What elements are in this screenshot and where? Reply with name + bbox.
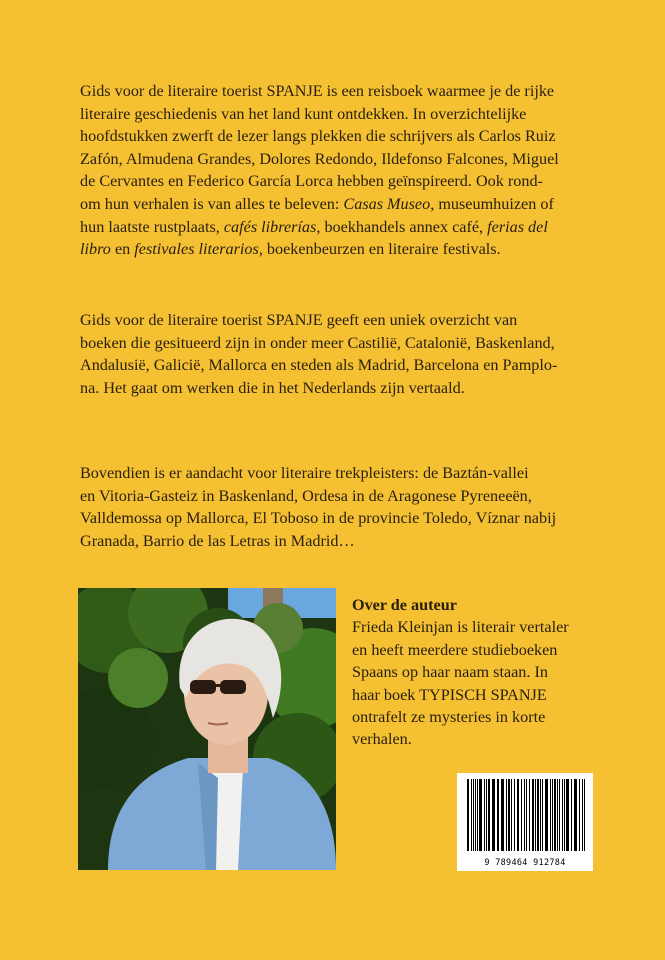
author-bio-line: Frieda Kleinjan is literair vertaler [352,618,569,637]
author-bio-line: verhalen. [352,730,412,749]
barcode-bar [554,779,556,851]
paragraph-line: de Cervantes en Federico García Lorca hebben geïnspireerd. Ook rond- [80,172,543,191]
barcode-bar [524,779,525,851]
text-run: , boekhandels annex café, [316,217,488,236]
barcode-bar [471,779,472,851]
barcode-bar [545,779,548,851]
barcode-bar [532,779,534,851]
barcode-bar [552,779,553,851]
barcode-bar [571,779,572,851]
barcode-bar [550,779,551,851]
barcode-bar [492,779,495,851]
barcode-bar [526,779,527,851]
description-paragraph-3 [80,462,600,552]
barcode-bar [484,779,485,851]
barcode-bar [557,779,558,851]
barcode-bar [488,779,490,851]
barcode-bar [584,779,585,851]
barcode-bar [529,779,530,851]
paragraph-line [80,238,600,261]
paragraph-line: en Vitoria-Gasteiz in Baskenland, Ordesa in de Aragonese Pyreneeën, [80,486,532,505]
italic-term: ferias del [487,217,548,236]
barcode-bar [535,779,536,851]
paragraph-line: boeken die gesitueerd zijn in onder meer Castilië, Catalonië, Baskenland, [80,333,555,352]
barcode-bar [497,779,499,851]
barcode-bar [564,779,565,851]
italic-term: Casas Museo [343,194,431,213]
author-heading: Over de auteur [352,596,457,614]
paragraph-line: Zafón, Almudena Grandes, Dolores Redondo, Ildefonso Falcones, Miguel [80,149,559,168]
italic-term: libro [80,240,111,259]
italic-term: cafés librerías [223,217,317,236]
barcode-bar [477,779,478,851]
barcode-bar [559,779,560,851]
paragraph-line: na. Het gaat om werken die in het Nederlands zijn vertaald. [80,378,465,397]
barcode-bar [521,779,522,851]
barcode-bar [479,779,482,851]
barcode-bar [542,779,543,851]
description-paragraph-1 [80,80,600,261]
text-run: om hun verhalen is van alles te beleven: [80,194,344,213]
barcode-bar [514,779,515,851]
barcode-bar [486,779,487,851]
text-run: , boekenbeurzen en literaire festivals. [258,240,501,259]
barcode-bar [562,779,563,851]
barcode-bar [508,779,510,851]
barcode-bars [457,773,593,857]
isbn-number: 9 789464 912784 [484,858,566,868]
isbn-barcode [457,773,593,871]
author-photo [78,588,336,870]
barcode-bar [517,779,519,851]
paragraph-line: Andalusië, Galicië, Mallorca en steden als Madrid, Barcelona en Pamplo- [80,356,558,375]
paragraph-line: Granada, Barrio de las Letras in Madrid… [80,531,355,550]
paragraph-line: Gids voor de literaire toerist SPANJE geeft een uniek overzicht van [80,311,518,329]
barcode-bar [574,779,577,851]
barcode-bar [475,779,476,851]
paragraph-line: hoofdstukken zwerft de lezer langs plekken die schrijvers als Carlos Ruiz [80,127,556,146]
barcode-bar [582,779,583,851]
text-run: hun laatste rustplaats, [80,217,224,236]
barcode-bar [566,779,569,851]
barcode-bar [506,779,507,851]
author-bio-line: en heeft meerdere studieboeken [352,640,558,659]
barcode-bar [501,779,504,851]
author-bio [352,594,612,751]
author-bio-line: haar boek TYPISCH SPANJE [352,685,547,704]
barcode-bar [511,779,512,851]
barcode-bar [467,779,469,851]
barcode-bar [537,779,539,851]
paragraph-line: Gids voor de literaire toerist SPANJE is een reisboek waarmee je de rijke [80,82,555,100]
barcode-bar [473,779,474,851]
italic-term: festivales literarios [134,240,259,259]
text-run: , museumhuizen of [430,194,554,213]
paragraph-line: Valldemossa op Mallorca, El Toboso in de provincie Toledo, Víznar nabij [80,509,557,528]
paragraph-line: literaire geschiedenis van het land kunt ontdekken. In overzichtelijke [80,104,527,123]
paragraph-line: Bovendien is er aandacht voor literaire trekpleisters: de Baztán-vallei [80,464,529,482]
description-paragraph-2 [80,309,600,399]
barcode-bar [579,779,580,851]
barcode-bar [540,779,541,851]
author-bio-line: ontrafelt ze mysteries in korte [352,708,546,727]
paragraph-line [80,216,600,239]
author-bio-line: Spaans op haar naam staan. In [352,663,548,682]
text-run: en [110,240,135,259]
paragraph-line [80,193,600,216]
